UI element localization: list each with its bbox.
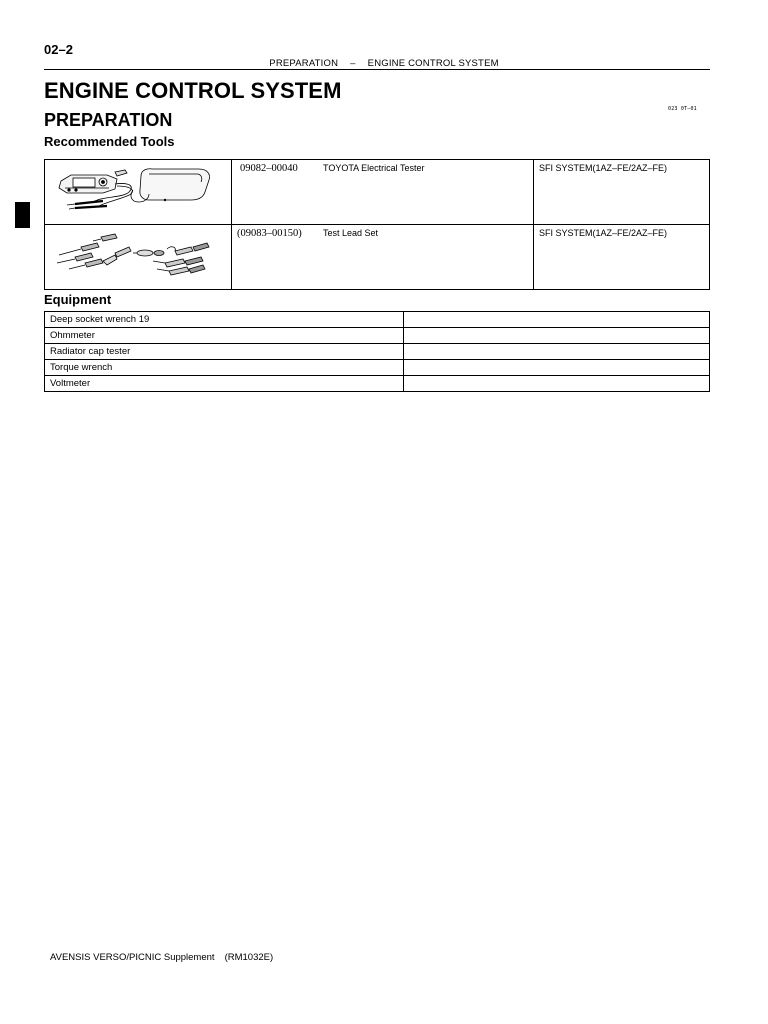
tool-name: TOYOTA Electrical Tester <box>323 163 425 173</box>
table-row <box>45 160 710 225</box>
section-header <box>0 58 768 69</box>
table-row <box>45 376 710 392</box>
electrical-tester-illustration <box>45 160 231 221</box>
tool-application-cell: SFI SYSTEM(1AZ–FE/2AZ–FE) <box>534 160 710 225</box>
footer-manual-code: (RM1032E) <box>224 952 274 963</box>
header-separator: – <box>350 58 356 69</box>
test-lead-set-illustration <box>45 225 231 286</box>
tool-image-cell <box>45 160 232 225</box>
equipment-note <box>404 360 710 376</box>
tool-info-cell <box>232 225 534 290</box>
side-tab-marker <box>15 202 30 228</box>
equipment-note <box>404 328 710 344</box>
equipment-item: Ohmmeter <box>45 328 404 344</box>
footer-manual-title: AVENSIS VERSO/PICNIC Supplement <box>50 952 215 963</box>
tool-application-cell: SFI SYSTEM(1AZ–FE/2AZ–FE) <box>534 225 710 290</box>
equipment-item: Deep socket wrench 19 <box>45 312 404 328</box>
page-number: 02–2 <box>44 42 73 57</box>
header-rule <box>44 69 710 70</box>
equipment-note <box>404 376 710 392</box>
document-code: 023 0T–01 <box>668 106 697 112</box>
table-row <box>45 225 710 290</box>
equipment-note <box>404 344 710 360</box>
tool-image-cell <box>45 225 232 290</box>
subsection-label: ENGINE CONTROL SYSTEM <box>367 58 499 69</box>
equipment-table <box>44 311 710 392</box>
page-subtitle: PREPARATION <box>44 110 173 130</box>
equipment-item: Torque wrench <box>45 360 404 376</box>
part-number: 09082–00040 <box>240 163 298 174</box>
section-label: PREPARATION <box>269 58 339 69</box>
tool-name: Test Lead Set <box>323 228 379 238</box>
equipment-note <box>404 312 710 328</box>
equipment-heading: Equipment <box>44 292 112 307</box>
table-row <box>45 344 710 360</box>
part-number: (09083–00150) <box>237 228 302 239</box>
equipment-item: Voltmeter <box>45 376 404 392</box>
table-row <box>45 312 710 328</box>
page-title: ENGINE CONTROL SYSTEM <box>44 78 342 103</box>
tool-info-cell <box>232 160 534 225</box>
recommended-tools-table <box>44 159 710 290</box>
equipment-item: Radiator cap tester <box>45 344 404 360</box>
page-footer <box>50 952 273 963</box>
recommended-tools-heading: Recommended Tools <box>44 134 175 149</box>
table-row <box>45 328 710 344</box>
table-row <box>45 360 710 376</box>
